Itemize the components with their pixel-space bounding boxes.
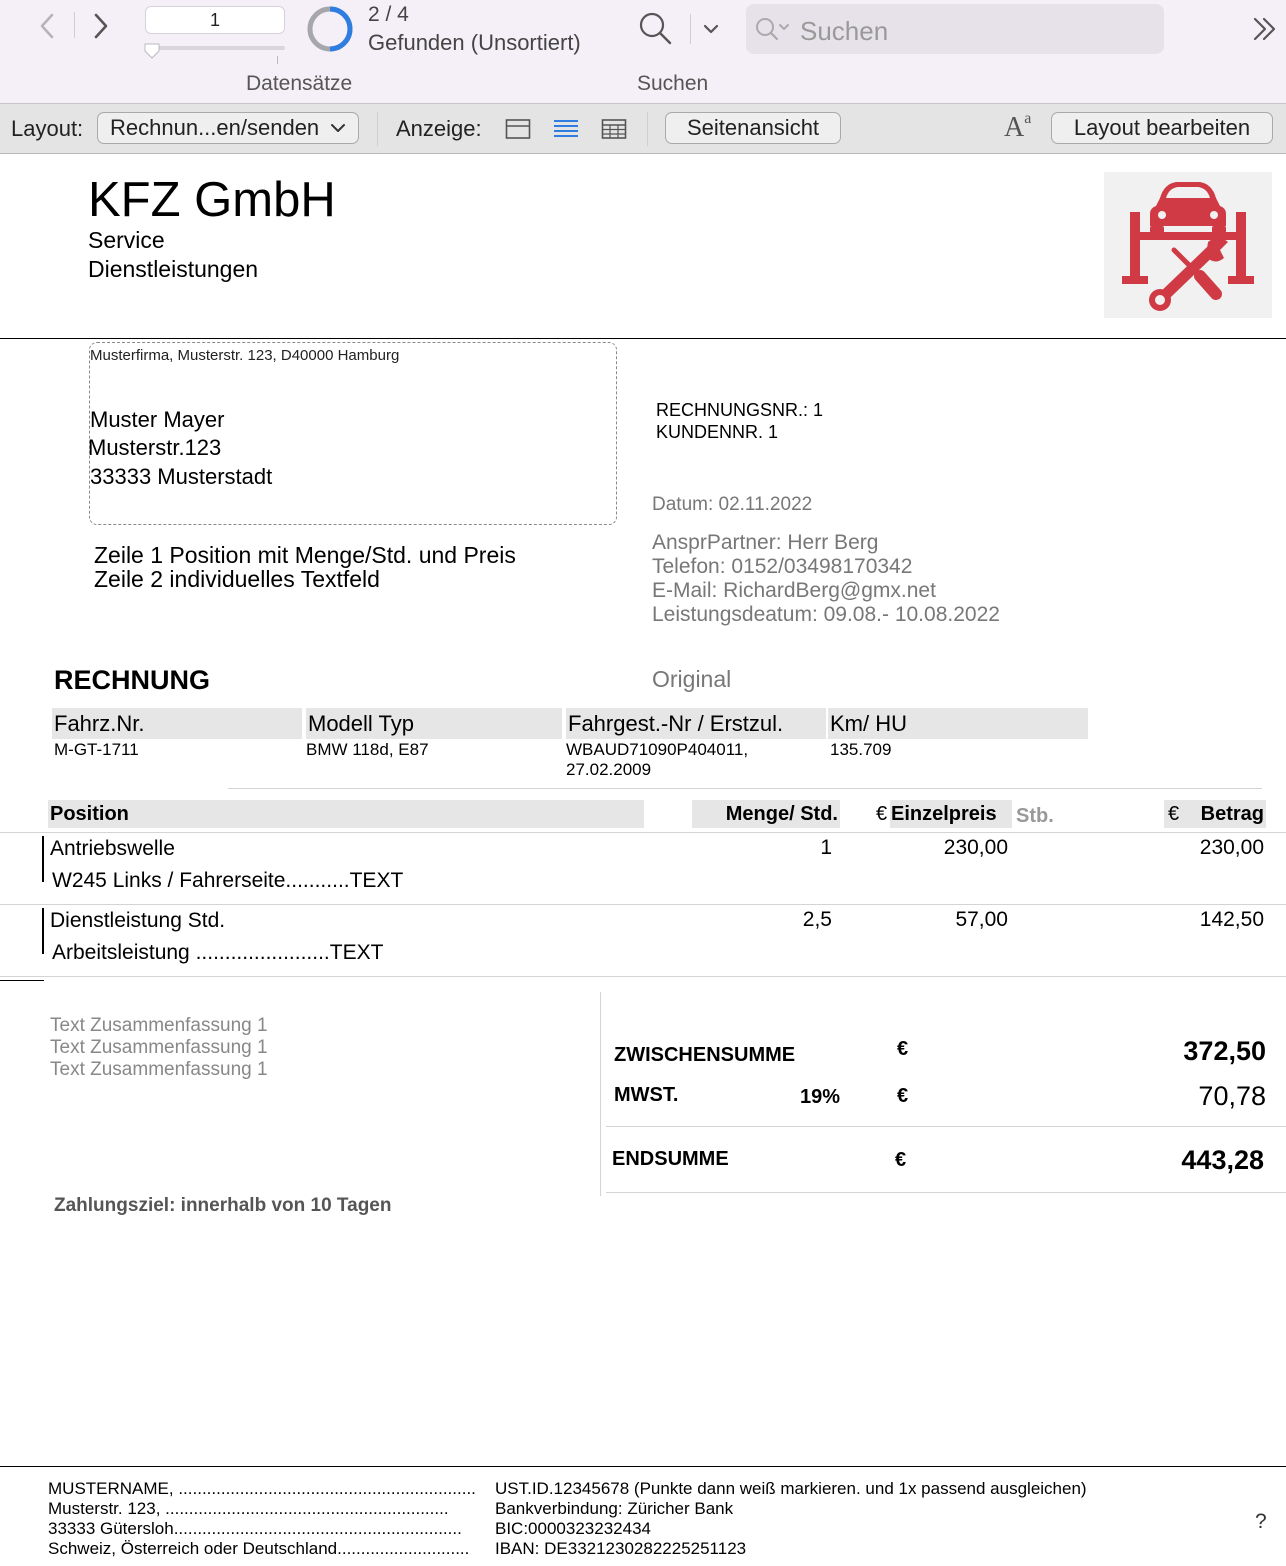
document-title: RECHNUNG xyxy=(54,665,211,695)
total-label: ENDSUMME xyxy=(612,1148,729,1170)
toolbar xyxy=(0,0,1286,104)
footer-bank-info xyxy=(495,1479,1087,1559)
row-2-quantity: 2,5 xyxy=(802,908,832,931)
row-marker xyxy=(42,836,44,882)
found-status: Gefunden (Unsortiert) xyxy=(368,30,581,55)
vehicle-plate: M-GT-1711 xyxy=(54,740,139,759)
subtotal-value: 372,50 xyxy=(1183,1036,1266,1066)
row-end-mark xyxy=(0,980,44,981)
stb-header: Stb. xyxy=(1016,805,1054,827)
row-divider xyxy=(0,904,1286,905)
unit-price-header: Einzelpreis xyxy=(890,800,1012,828)
view-label: Anzeige: xyxy=(396,116,482,141)
next-record-button[interactable] xyxy=(86,8,116,44)
search-label: Suchen xyxy=(637,72,709,95)
slider-thumb[interactable] xyxy=(143,42,161,60)
footer-left-line-1: MUSTERNAME, ............................................................... xyxy=(48,1479,476,1498)
vat-label: MWST. xyxy=(614,1084,679,1106)
contact-phone: Telefon: 0152/03498170342 xyxy=(652,555,913,578)
footer-left-line-3: 33333 Gütersloh............................................................. xyxy=(48,1519,462,1538)
summary-line-3: Text Zusammenfassung 1 xyxy=(50,1059,268,1080)
vehicle-km: 135.709 xyxy=(830,740,892,759)
vehicle-header-plate: Fahrz.Nr. xyxy=(52,708,302,739)
vehicle-first-registration: 27.02.2009 xyxy=(566,760,652,779)
footer-right-line-3: BIC:0000323232434 xyxy=(495,1519,651,1538)
row-1-quantity: 1 xyxy=(820,836,832,859)
footer-divider xyxy=(0,1466,1286,1467)
amount-currency: € xyxy=(1164,800,1266,828)
row-1-name: Antriebswelle xyxy=(50,837,175,860)
footer-company-info xyxy=(48,1479,476,1559)
layout-label: Layout: xyxy=(11,116,84,141)
subtotal-label: ZWISCHENSUMME xyxy=(614,1044,796,1066)
company-tagline-1: Service xyxy=(88,227,165,253)
totals-divider-vertical xyxy=(600,992,601,1196)
font-size-icon[interactable]: $A^a$ xyxy=(1004,110,1032,143)
help-button[interactable]: ? xyxy=(1255,1510,1267,1533)
amount-header: Betrag xyxy=(1200,803,1264,825)
chevron-left-icon xyxy=(39,13,55,39)
form-view-icon[interactable] xyxy=(505,118,531,140)
double-chevron-right-icon[interactable] xyxy=(1250,14,1280,44)
vehicle-header-model: Modell Typ xyxy=(306,708,562,739)
summary-line-2: Text Zusammenfassung 1 xyxy=(50,1037,268,1058)
document-copy-label: Original xyxy=(652,666,732,692)
search-placeholder: Suchen xyxy=(800,16,889,46)
vat-currency: € xyxy=(897,1085,909,1107)
quantity-header: Menge/ Std. xyxy=(692,800,840,828)
vat-value: 70,78 xyxy=(1198,1081,1266,1111)
row-2-description: Arbeitsleistung .......................TEXT xyxy=(52,941,384,964)
chevron-down-icon[interactable] xyxy=(700,18,722,40)
found-count: 2 / 4 xyxy=(368,3,409,26)
vehicle-vin: WBAUD71090P404011, xyxy=(566,740,749,759)
note-line-1: Zeile 1 Position mit Menge/Std. und Preis xyxy=(94,542,516,568)
search-icon[interactable] xyxy=(636,10,674,48)
header-divider xyxy=(0,338,1286,339)
unit-price-currency: € xyxy=(876,803,888,825)
row-1-description: W245 Links / Fahrerseite...........TEXT xyxy=(52,869,404,892)
layout-bar xyxy=(0,104,1286,154)
row-2-unit-price: 57,00 xyxy=(955,908,1008,931)
invoice-number: RECHNUNGSNR.: 1 xyxy=(656,400,824,420)
payment-terms: Zahlungsziel: innerhalb von 10 Tagen xyxy=(54,1195,392,1216)
slider-end-tick xyxy=(277,56,278,64)
edit-layout-button[interactable]: Layout bearbeiten xyxy=(1051,112,1273,144)
position-header: Position xyxy=(48,800,644,828)
records-label: Datensätze xyxy=(246,72,353,95)
found-set-pie-chart[interactable] xyxy=(305,4,355,54)
previous-record-button[interactable] xyxy=(32,8,62,44)
recipient-street: Musterstr.123 xyxy=(88,435,222,460)
company-tagline-2: Dienstleistungen xyxy=(88,256,259,282)
subtotal-currency: € xyxy=(897,1038,909,1060)
totals-bottom-divider xyxy=(606,1192,1286,1193)
sender-line: Musterfirma, Musterstr. 123, D40000 Hamburg xyxy=(90,347,400,364)
list-view-icon[interactable] xyxy=(553,118,579,140)
row-1-unit-price: 230,00 xyxy=(943,836,1008,859)
vehicle-header-km: Km/ HU xyxy=(828,708,1088,739)
row-1-amount: 230,00 xyxy=(1199,836,1264,859)
layout-select[interactable] xyxy=(97,112,359,144)
chevron-right-icon xyxy=(93,13,109,39)
search-options-icon[interactable] xyxy=(754,16,794,42)
invoice-date: Datum: 02.11.2022 xyxy=(652,494,813,515)
contact-email: E-Mail: RichardBerg@gmx.net xyxy=(652,579,936,602)
layoutbar-separator xyxy=(377,112,378,146)
car-lift-repair-icon xyxy=(1104,172,1272,318)
contact-person: AnsprPartner: Herr Berg xyxy=(652,531,879,554)
company-name: KFZ GmbH xyxy=(88,173,336,227)
totals-divider xyxy=(606,1126,1286,1127)
vehicle-header-vin: Fahrgest.-Nr / Erstzul. xyxy=(566,708,826,739)
record-number-input[interactable]: 1 xyxy=(145,6,285,34)
recipient-city: 33333 Musterstadt xyxy=(90,464,273,489)
total-currency: € xyxy=(895,1149,907,1171)
layout-select-value: Rechnun...en/senden xyxy=(110,115,320,140)
vehicle-divider xyxy=(228,788,1262,789)
row-divider xyxy=(0,976,1286,977)
layoutbar-separator xyxy=(647,112,648,146)
total-value: 443,28 xyxy=(1181,1145,1264,1175)
company-logo xyxy=(1104,172,1272,318)
summary-line-1: Text Zusammenfassung 1 xyxy=(50,1015,268,1036)
service-date: Leistungsdeatum: 09.08.- 10.08.2022 xyxy=(652,603,1000,626)
footer-left-line-4: Schweiz, Österreich oder Deutschland............................ xyxy=(48,1539,470,1558)
footer-right-line-2: Bankverbindung: Züricher Bank xyxy=(495,1499,734,1518)
customer-number: KUNDENNR. 1 xyxy=(656,422,779,442)
table-view-icon[interactable] xyxy=(601,118,627,140)
footer-left-line-2: Musterstr. 123, ............................................................ xyxy=(48,1499,449,1518)
vehicle-model: BMW 118d, E87 xyxy=(306,740,429,759)
note-line-2: Zeile 2 individuelles Textfeld xyxy=(94,566,380,592)
row-marker xyxy=(42,908,44,954)
search-separator xyxy=(690,14,691,44)
row-2-name: Dienstleistung Std. xyxy=(50,909,226,932)
row-2-amount: 142,50 xyxy=(1199,908,1264,931)
recipient-name: Muster Mayer xyxy=(90,407,225,432)
footer-right-line-4: IBAN: DE3321230282225251123 xyxy=(495,1539,747,1558)
footer-right-line-1: UST.ID.12345678 (Punkte dann weiß markieren. und 1x passend ausgleichen) xyxy=(495,1479,1087,1498)
nav-separator xyxy=(74,12,75,38)
address-window xyxy=(89,342,617,525)
search-input[interactable] xyxy=(746,4,1164,54)
record-slider[interactable] xyxy=(145,46,285,50)
chevron-down-icon xyxy=(330,122,346,134)
position-header-divider xyxy=(0,832,1286,833)
page-view-button[interactable]: Seitenansicht xyxy=(665,112,841,144)
vat-rate: 19% xyxy=(800,1086,841,1108)
